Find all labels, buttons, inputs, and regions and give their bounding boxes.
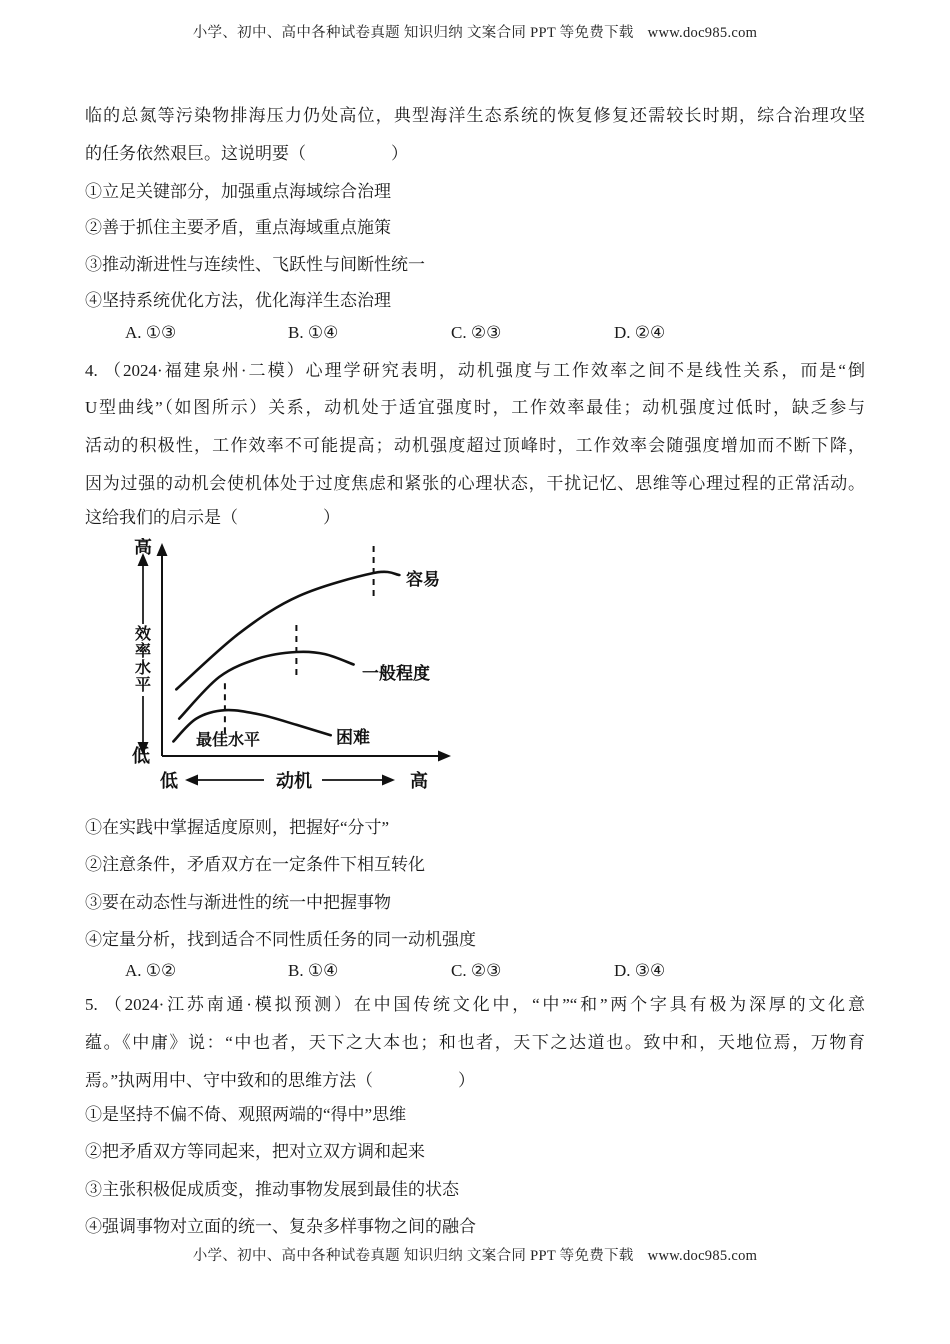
- q3-answer-c: C. ②③: [451, 323, 502, 342]
- curves-group: [173, 546, 399, 741]
- x-axis-title: 动机: [276, 771, 312, 791]
- q4-option-2: ②注意条件，矛盾双方在一定条件下相互转化: [85, 855, 425, 874]
- q4-answer-a: A. ①②: [125, 961, 177, 980]
- y-axis-arrow-icon: [157, 543, 168, 556]
- q4-option-1: ①在实践中掌握适度原则，把握好“分寸”: [85, 818, 390, 837]
- q3-answer-a: A. ①③: [125, 323, 177, 342]
- q3-stem-line-1: 临的总氮等污染物排海压力仍处高位，典型海洋生态系统的恢复修复还需较长时期，综合治理攻坚: [85, 106, 865, 125]
- q5-stem-line-1: 5. （2024·江苏南通·模拟预测）在中国传统文化中，“中”“和”两个字具有极为深厚的文化意: [85, 995, 865, 1014]
- q4-answer-d: D. ③④: [614, 961, 666, 980]
- q3-answer-d: D. ②④: [614, 323, 666, 342]
- x-legend-left-arrow-icon: [185, 775, 198, 786]
- curve-hard-label: 困难: [336, 728, 370, 747]
- footer-site-url: www.doc985.com: [647, 1248, 758, 1264]
- q4-answer-c: C. ②③: [451, 961, 502, 980]
- q3-option-1: ①立足关键部分，加强重点海域综合治理: [85, 182, 391, 201]
- q4-option-4: ④定量分析，找到适合不同性质任务的同一动机强度: [85, 930, 476, 949]
- q5-stem-line-3: 焉。”执两用中、守中致和的思维方法（ ）: [85, 1071, 476, 1090]
- q5-option-4: ④强调事物对立面的统一、复杂多样事物之间的融合: [85, 1217, 476, 1236]
- q5-stem-line-2: 蕴。《中庸》说：“中也者，天下之大本也；和也者，天下之达道也。致中和，天地位焉，万物育: [85, 1033, 865, 1052]
- y-axis-title-char-3: 水: [135, 660, 152, 677]
- q5-option-3: ③主张积极促成质变，推动事物发展到最佳的状态: [85, 1180, 459, 1199]
- curve-medium-label: 一般程度: [362, 664, 430, 683]
- q5-option-2: ②把矛盾双方等同起来，把对立双方调和起来: [85, 1142, 425, 1161]
- x-axis-arrow-icon: [438, 751, 451, 762]
- inverted-u-chart: [100, 538, 500, 796]
- q3-option-3: ③推动渐进性与连续性、飞跃性与间断性统一: [85, 255, 425, 274]
- header-text: 小学、初中、高中各种试卷真题 知识归纳 文案合同 PPT 等免费下载: [192, 25, 634, 41]
- y-axis-high-label: 高: [134, 538, 152, 557]
- optimal-level-label: 最佳水平: [196, 732, 261, 749]
- header-site-url: www.doc985.com: [647, 25, 758, 41]
- q4-answer-b: B. ①④: [288, 961, 339, 980]
- curve-easy-label: 容易: [406, 570, 440, 589]
- q4-stem-line-2: U型曲线”（如图所示）关系，动机处于适宜强度时，工作效率最佳；动机强度过低时，缺乏参与: [85, 398, 865, 417]
- q3-stem-line-2: 的任务依然艰巨。这说明要（ ）: [85, 144, 408, 163]
- footer-banner: [0, 1245, 950, 1267]
- y-axis-title-char-2: 率: [135, 643, 152, 660]
- x-legend-right-arrow-icon: [382, 775, 395, 786]
- header-banner: [0, 22, 950, 44]
- q5-option-1: ①是坚持不偏不倚、观照两端的“得中”思维: [85, 1105, 407, 1124]
- x-axis-low-label: 低: [160, 771, 178, 791]
- q3-option-2: ②善于抓住主要矛盾，重点海域重点施策: [85, 218, 391, 237]
- q3-answer-b: B. ①④: [288, 323, 339, 342]
- q4-stem-line-1: 4. （2024·福建泉州·二模）心理学研究表明，动机强度与工作效率之间不是线性关系，而是“倒: [85, 361, 865, 380]
- q4-stem-line-3: 活动的积极性，工作效率不可能提高；动机强度超过顶峰时，工作效率会随强度增加而不断下降，: [85, 436, 865, 455]
- q3-answer-row: [85, 315, 905, 351]
- q4-option-3: ③要在动态性与渐进性的统一中把握事物: [85, 893, 391, 912]
- y-axis-low-label: 低: [132, 746, 150, 766]
- y-axis-title-char-1: 效: [135, 626, 152, 643]
- x-axis-high-label: 高: [410, 771, 428, 791]
- y-axis-title-char-4: 平: [135, 677, 152, 694]
- q4-stem-line-5: 这给我们的启示是（ ）: [85, 508, 340, 527]
- q4-stem-line-4: 因为过强的动机会使机体处于过度焦虑和紧张的心理状态，干扰记忆、思维等心理过程的正常活动。: [85, 474, 865, 493]
- q3-option-4: ④坚持系统优化方法，优化海洋生态治理: [85, 291, 391, 310]
- q4-answer-row: [85, 953, 905, 989]
- footer-text: 小学、初中、高中各种试卷真题 知识归纳 文案合同 PPT 等免费下载: [192, 1248, 634, 1264]
